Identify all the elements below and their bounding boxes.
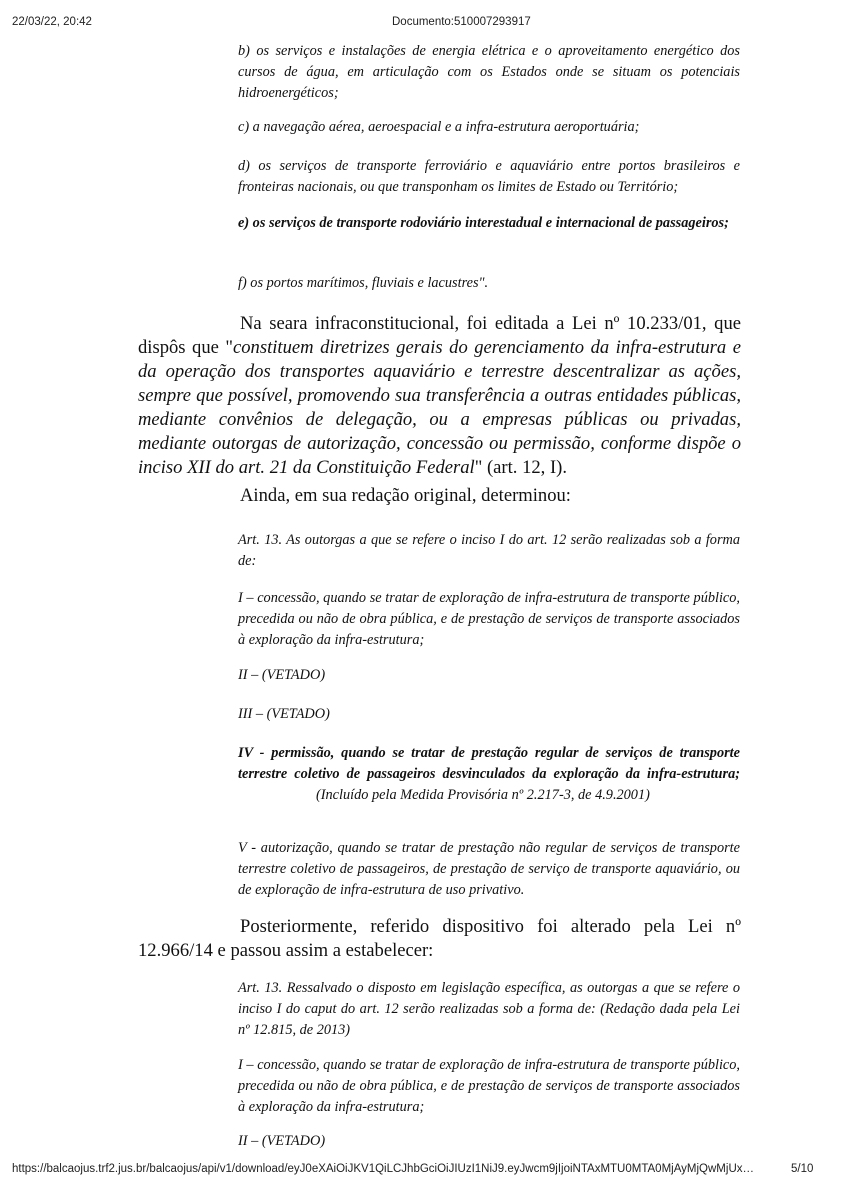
art13-original-head: Art. 13. As outorgas a que se refere o inciso I do art. 12 serão realizadas sob a forma de: xyxy=(238,532,740,569)
art13-original-inciso-i: I – concessão, quando se tratar de exploração de infra-estrutura de transporte público, precedida ou não de obra pública, e de prestação de serviços de transporte associados à exploração da infra-estrutura; xyxy=(238,590,740,648)
paragraph-lei-10233-intro: Na seara infraconstitucional, foi editada a Lei nº 10.233/01, que dispôs que " xyxy=(138,313,741,358)
art13-original-inciso-iii: III – (VETADO) xyxy=(238,706,330,722)
quote-item-b: b) os serviços e instalações de energia elétrica e o aproveitamento energético dos cursos de água, em articulação com os Estados onde se situam os potenciais hidroenergéticos; xyxy=(238,43,740,101)
quote-item-c: c) a navegação aérea, aeroespacial e a infra-estrutura aeroportuária; xyxy=(238,119,640,135)
art13-original-inciso-v: V - autorização, quando se tratar de prestação não regular de serviços de transporte terrestre coletivo de passageiros, de prestação de serviço de transporte aquaviário, ou de exploração de infra-estrutura de uso privativo. xyxy=(238,840,740,898)
paragraph-lei-12966: Posteriormente, referido dispositivo foi alterado pela Lei nº 12.966/14 e passou assim a estabelecer: xyxy=(138,916,741,961)
art13-new-head: Art. 13. Ressalvado o disposto em legislação específica, as outorgas a que se refere o inciso I do caput do art. 12 serão realizadas sob a forma de: (Redação dada pela Lei nº 12.815, de 2013) xyxy=(238,980,740,1038)
art13-original-inciso-iv-text: IV - permissão, quando se tratar de prestação regular de serviços de transporte terrestre coletivo de passageiros desvinculados da exploração da infra-estrutura; xyxy=(238,745,740,782)
art13-original-inciso-iv-note: (Incluído pela Medida Provisória nº 2.217-3, de 4.9.2001) xyxy=(316,787,650,803)
paragraph-lei-10233-citation: " (art. 12, I). xyxy=(474,457,567,478)
document-url: https://balcaojus.trf2.jus.br/balcaojus/api/v1/download/eyJ0eXAiOiJKV1QiLCJhbGciOiJIUzI1NiJ9.eyJwcm9jIjoiNTAxMTU0MTA0MjAyMjQwMjUx… xyxy=(12,1163,754,1175)
art13-new-inciso-ii: II – (VETADO) xyxy=(238,1133,326,1149)
paragraph-lei-10233 xyxy=(138,312,741,480)
print-datetime: 22/03/22, 20:42 xyxy=(12,16,92,28)
quote-item-e: e) os serviços de transporte rodoviário interestadual e internacional de passageiros; xyxy=(238,215,729,231)
art13-original-inciso-ii: II – (VETADO) xyxy=(238,667,326,683)
document-id: Documento:510007293917 xyxy=(392,16,531,28)
art13-original-inciso-iv xyxy=(238,743,740,806)
quote-item-f: f) os portos marítimos, fluviais e lacustres". xyxy=(238,275,489,291)
paragraph-lei-10233-quote: constituem diretrizes gerais do gerenciamento da infra-estrutura e da operação dos transportes aquaviário e terrestre descentralizar as ações, sempre que possível, promovendo sua transferência a outras entidades públicas, mediante convênios de delegação, ou a empresas públicas ou privadas, mediante outorgas de autorização, concessão ou permissão, conforme dispõe o inciso XII do art. 21 da Constituição Federal xyxy=(138,337,741,478)
paragraph-original-text-intro: Ainda, em sua redação original, determinou: xyxy=(240,485,571,506)
art13-new-inciso-i: I – concessão, quando se tratar de exploração de infra-estrutura de transporte público, precedida ou não de obra pública, e de prestação de serviços de transporte associados à exploração da infra-estrutura; xyxy=(238,1057,740,1115)
quote-item-d: d) os serviços de transporte ferroviário e aquaviário entre portos brasileiros e fronteiras nacionais, ou que transponham os limites de Estado ou Território; xyxy=(238,158,740,195)
page-number: 5/10 xyxy=(791,1163,814,1175)
